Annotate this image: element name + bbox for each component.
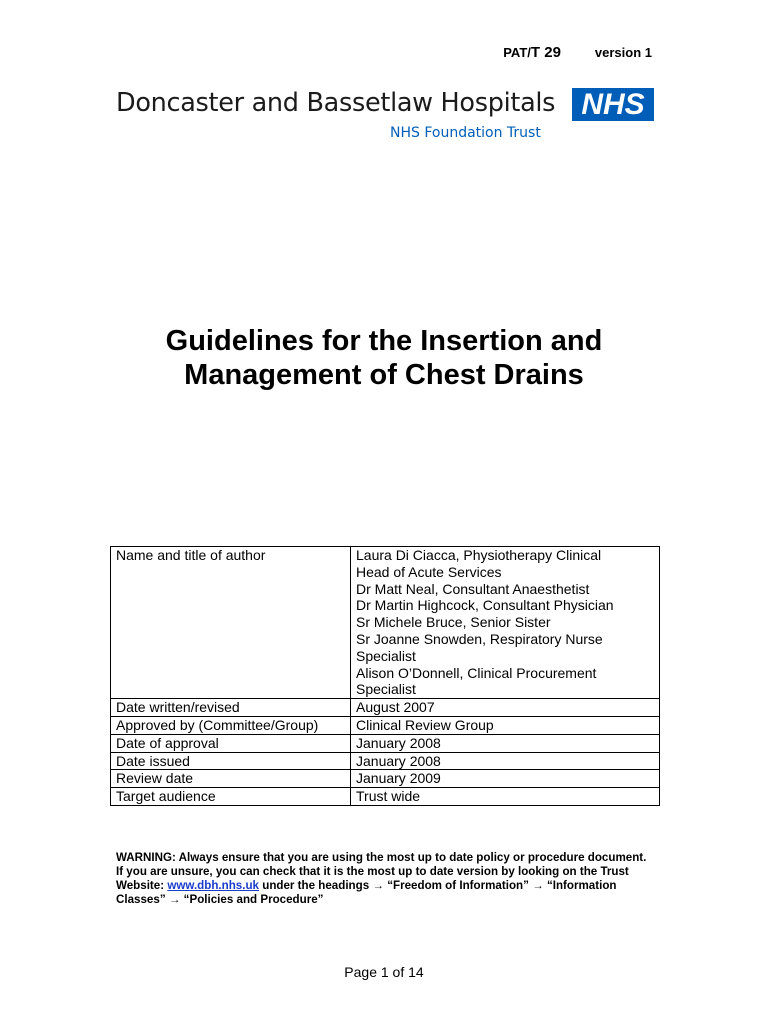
author-line: Dr Martin Highcock, Consultant Physician [356, 597, 614, 614]
organisation-header [116, 88, 656, 148]
warning-text-continued: under the headings → “Freedom of Information” → “Information Classes” → “Policies and Procedure” [116, 879, 617, 906]
author-line: Laura Di Ciacca, Physiotherapy Clinical [356, 547, 602, 563]
author-line: Specialist [356, 681, 416, 698]
row-label: Review date [111, 770, 351, 788]
title-line-1: Guidelines for the Insertion and [165, 325, 603, 357]
trust-website-link[interactable]: www.dbh.nhs.uk [167, 879, 260, 892]
author-line: Specialist [356, 647, 416, 664]
table-row [111, 734, 660, 752]
organisation-subtitle: NHS Foundation Trust [390, 125, 541, 141]
title-line-2: Management of Chest Drains [184, 359, 584, 391]
document-details-table [110, 546, 660, 806]
version-label: version 1 [594, 45, 652, 60]
reference-prefix: PAT/ [503, 45, 531, 60]
author-line: Dr Matt Neal, Consultant Anaesthetist [356, 580, 590, 597]
page-number: Page 1 of 14 [344, 964, 424, 980]
row-value: January 2008 [351, 752, 660, 770]
table-row [111, 716, 660, 734]
row-value: January 2008 [351, 734, 660, 752]
row-value: January 2009 [351, 770, 660, 788]
author-label: Name and title of author [111, 547, 351, 699]
table-row [111, 788, 660, 806]
table-row [111, 752, 660, 770]
document-title [0, 324, 768, 392]
nhs-logo: NHS [572, 88, 654, 121]
document-reference [503, 44, 652, 61]
row-label: Date of approval [111, 734, 351, 752]
author-list [351, 547, 660, 699]
row-value: Trust wide [351, 788, 660, 806]
author-line: Sr Joanne Snowden, Respiratory Nurse [356, 630, 603, 647]
author-line: Sr Michele Bruce, Senior Sister [356, 614, 551, 631]
table-row [111, 770, 660, 788]
table-row [111, 699, 660, 717]
organisation-name: Doncaster and Bassetlaw Hospitals [116, 88, 556, 118]
row-value: August 2007 [351, 699, 660, 717]
author-line: Head of Acute Services [356, 563, 502, 580]
row-label: Approved by (Committee/Group) [111, 716, 351, 734]
author-line: Alison O’Donnell, Clinical Procurement [356, 664, 597, 681]
row-label: Date written/revised [111, 699, 351, 717]
warning-notice [116, 851, 656, 907]
reference-code: T 29 [530, 44, 561, 61]
warning-text: WARNING: Always ensure that you are using the most up to date policy or procedure document. If you are unsure, you can check that it is the most up to date version by looking on the Trust Website: [116, 851, 647, 892]
table-row [111, 547, 660, 699]
row-label: Date issued [111, 752, 351, 770]
row-value: Clinical Review Group [351, 716, 660, 734]
row-label: Target audience [111, 788, 351, 806]
